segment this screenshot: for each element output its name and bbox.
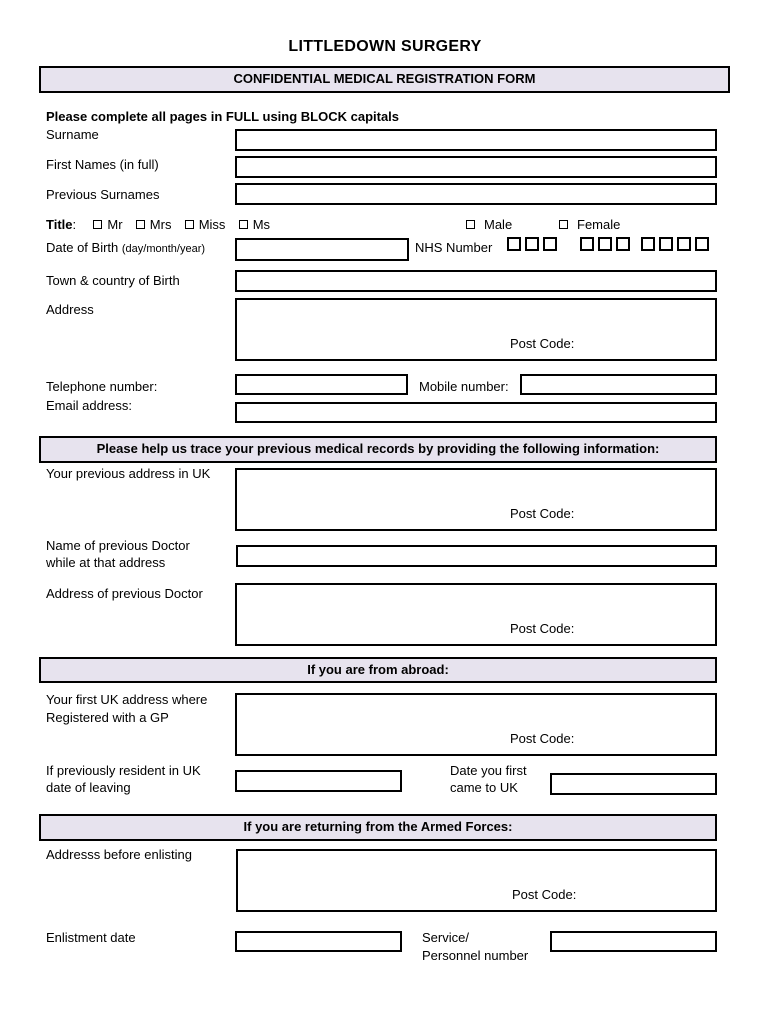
- first-uk-address-label-line2: Registered with a GP: [46, 710, 169, 725]
- surname-label: Surname: [46, 127, 99, 142]
- dob-label: Date of Birth: [46, 240, 119, 255]
- nhs-number-label: NHS Number: [415, 240, 493, 255]
- nhs-digit-box[interactable]: [543, 237, 557, 251]
- previous-surnames-label: Previous Surnames: [46, 187, 160, 202]
- first-uk-address-label-line1: Your first UK address where: [46, 692, 208, 707]
- first-names-label: First Names (in full): [46, 157, 159, 172]
- title-mr-checkbox[interactable]: [93, 220, 102, 229]
- enlistment-date-field[interactable]: [235, 931, 402, 952]
- address-before-enlisting-label: Addresss before enlisting: [46, 847, 192, 862]
- previous-doctor-label-line2: while at that address: [46, 555, 166, 570]
- gender-male: [466, 216, 512, 233]
- mobile-field[interactable]: [520, 374, 717, 395]
- male-checkbox[interactable]: [466, 220, 475, 229]
- enlistment-date-label: Enlistment date: [46, 930, 136, 945]
- nhs-digit-box[interactable]: [677, 237, 691, 251]
- title-miss-label: Miss: [198, 217, 226, 232]
- service-number-label-line2: Personnel number: [422, 948, 529, 963]
- first-names-field[interactable]: [235, 156, 717, 178]
- previous-records-header: Please help us trace your previous medical records by providing the following information:: [39, 436, 717, 463]
- previous-doctor-post-code-label: Post Code:: [510, 621, 575, 636]
- title-label: Title: [46, 217, 73, 232]
- nhs-digit-box[interactable]: [641, 237, 655, 251]
- telephone-field[interactable]: [235, 374, 408, 395]
- gender-female: [559, 216, 620, 233]
- address-field[interactable]: [235, 298, 717, 361]
- title-mrs-label: Mrs: [149, 217, 172, 232]
- nhs-digit-box[interactable]: [507, 237, 521, 251]
- first-came-date-field[interactable]: [550, 773, 717, 795]
- leaving-date-label-line1: If previously resident in UK: [46, 763, 201, 778]
- email-field[interactable]: [235, 402, 717, 423]
- nhs-digit-box[interactable]: [659, 237, 673, 251]
- title-ms-label: Ms: [252, 217, 271, 232]
- dob-label-row: [46, 239, 205, 258]
- previous-address-field[interactable]: [235, 468, 717, 531]
- first-came-label-line2: came to UK: [450, 780, 518, 795]
- town-country-birth-field[interactable]: [235, 270, 717, 292]
- service-number-label-line1: Service/: [422, 930, 469, 945]
- title-colon: :: [72, 217, 77, 232]
- leaving-date-label-line2: date of leaving: [46, 780, 131, 795]
- nhs-digit-box[interactable]: [616, 237, 630, 251]
- title-miss-checkbox[interactable]: [185, 220, 194, 229]
- previous-address-label: Your previous address in UK: [46, 466, 211, 481]
- armed-forces-post-code-label: Post Code:: [512, 887, 577, 902]
- telephone-label: Telephone number:: [46, 379, 158, 394]
- armed-forces-header: If you are returning from the Armed Forces:: [39, 814, 717, 841]
- previous-doctor-address-label: Address of previous Doctor: [46, 586, 203, 601]
- previous-doctor-address-field[interactable]: [235, 583, 717, 646]
- first-uk-address-field[interactable]: [235, 693, 717, 756]
- leaving-date-field[interactable]: [235, 770, 402, 792]
- previous-surnames-field[interactable]: [235, 183, 717, 205]
- nhs-digit-box[interactable]: [525, 237, 539, 251]
- nhs-digit-box[interactable]: [598, 237, 612, 251]
- first-uk-post-code-label: Post Code:: [510, 731, 575, 746]
- previous-address-post-code-label: Post Code:: [510, 506, 575, 521]
- surname-field[interactable]: [235, 129, 717, 151]
- page-title: LITTLEDOWN SURGERY: [288, 38, 482, 55]
- address-label: Address: [46, 302, 94, 317]
- service-number-field[interactable]: [550, 931, 717, 952]
- title-ms-checkbox[interactable]: [239, 220, 248, 229]
- female-checkbox[interactable]: [559, 220, 568, 229]
- dob-format: (day/month/year): [121, 243, 206, 255]
- previous-doctor-field[interactable]: [236, 545, 717, 567]
- female-label: Female: [577, 217, 621, 232]
- address-post-code-label: Post Code:: [510, 336, 575, 351]
- email-label: Email address:: [46, 398, 132, 413]
- nhs-digit-box[interactable]: [695, 237, 709, 251]
- previous-doctor-label-line1: Name of previous Doctor: [46, 538, 190, 553]
- first-came-label-line1: Date you first: [450, 763, 527, 778]
- dob-field[interactable]: [235, 238, 409, 261]
- abroad-header: If you are from abroad:: [39, 657, 717, 683]
- title-row: [46, 216, 270, 233]
- address-before-enlisting-field[interactable]: [236, 849, 717, 912]
- form-title-header: CONFIDENTIAL MEDICAL REGISTRATION FORM: [39, 66, 730, 93]
- instruction-text: Please complete all pages in FULL using BLOCK capitals: [46, 109, 400, 124]
- mobile-label: Mobile number:: [419, 379, 509, 394]
- nhs-digit-box[interactable]: [580, 237, 594, 251]
- title-mrs-checkbox[interactable]: [136, 220, 145, 229]
- male-label: Male: [484, 217, 513, 232]
- town-country-birth-label: Town & country of Birth: [46, 273, 180, 288]
- title-mr-label: Mr: [107, 217, 123, 232]
